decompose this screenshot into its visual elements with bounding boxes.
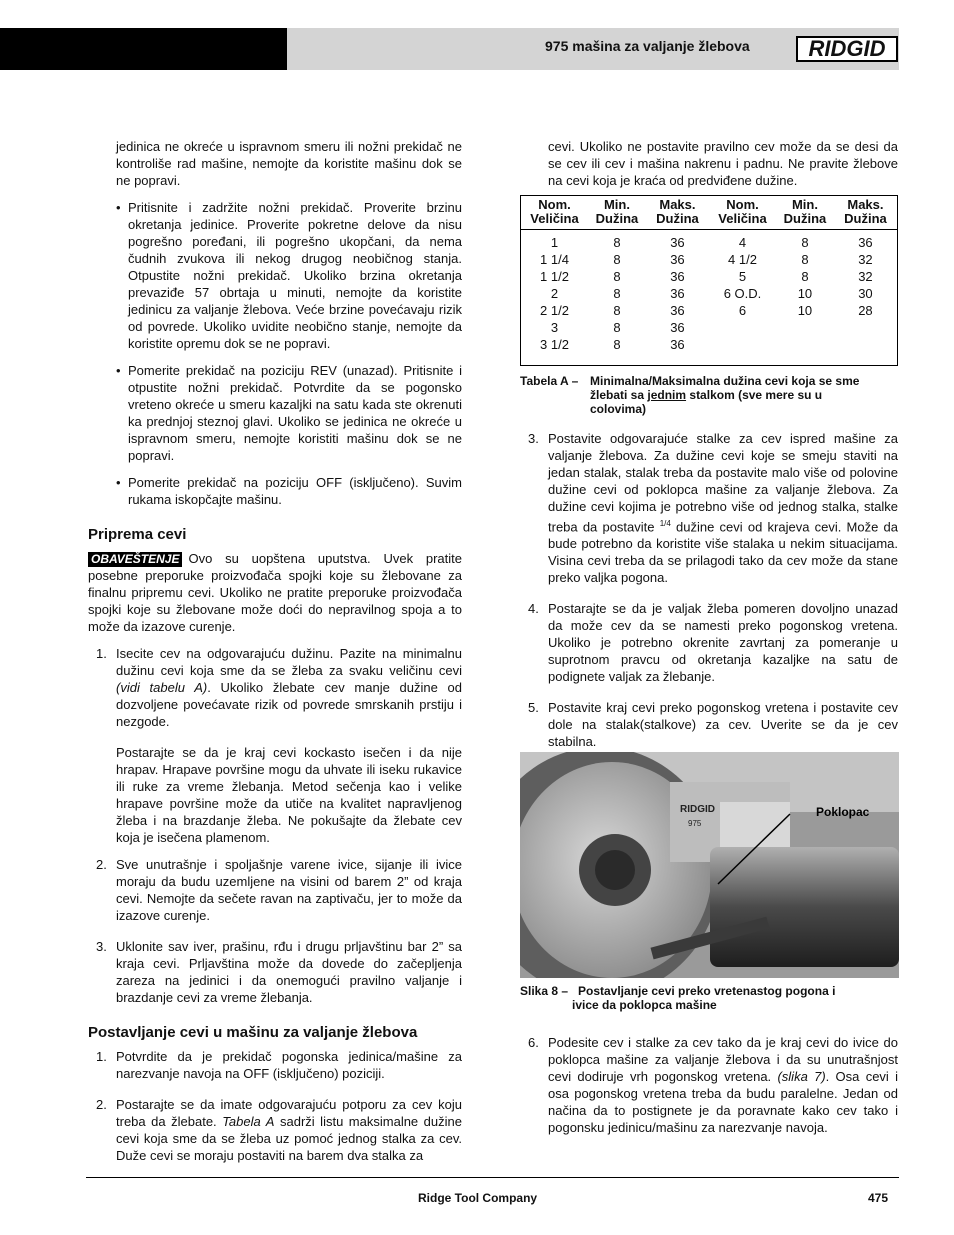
table-cell: 32 [858,252,873,267]
step-text: Postarajte se da je valjak žleba pomeren dovoljno unazad da može cev da se namesti preko pogonskog vretena. Ukoliko je potrebno okrenite zavrtanj za pomeranje u suprotnom pravcu od okretanja kazaljke na satu de podignete valjak za žlebanje. [548,601,898,685]
table-cell [776,319,834,336]
table-cell: 36 [670,286,685,301]
table-row [521,336,898,366]
table-cell: 30 [858,286,873,301]
photo-logo-text: RIDGID [680,804,715,815]
table-header: Min. Dužina [588,196,646,230]
table-caption-label: Tabela A – [520,374,579,388]
intro-paragraph: jedinica ne okreće u ispravnom smeru ili nožni prekidač ne kontroliše rad mašine, nemojte da koristite mašinu dok se ne popravi. [116,139,462,188]
table-cell: 36 [670,320,685,335]
table-cell [709,336,776,366]
table-cell [776,336,834,366]
table-cell: 36 [670,252,685,267]
step-text: sadrži listu maksimalne dužine cevi koja sme da se žleba uz pomoć jednog stalka za cev. Duže cevi se moraju postaviti na barem dva stalka za [116,1114,462,1163]
footer-company: Ridge Tool Company [418,1191,538,1205]
table-cell: 8 [613,337,621,352]
step-text: Podesite cev i stalke za cev tako da je kraj cevi do ivice do poklopca mašine za valjanje žlebova i da su unutrašnjost cevi dodiruje vrh pogonskog vretena. [548,1035,898,1084]
table-cell [834,336,898,366]
table-caption-line: Minimalna/Maksimalna dužina cevi koja se sme [590,374,860,388]
step-number: 2. [96,857,107,872]
table-row [521,268,898,285]
continued-paragraph: cevi. Ukoliko ne postavite pravilno cev može da se desi da se cev ili cev i mašina nakrenu i padnu. Ne pravite žlebove na cevi koja je kraća od predviđene dužine. [548,139,898,188]
ridgid-logo: RIDGID [796,36,898,62]
table-cell: 36 [670,235,685,250]
right-column [520,138,898,764]
step-text: Sve unutrašnje i spoljašnje varene ivice, sijanje ili ivice moraju da budu uzemljene na visini od barem 2” od kraja cevi. Nemojte da sečete ravan na zaptivaču, jer to može da izazove curenje. [116,857,462,923]
table-cell: 8 [613,252,621,267]
table-cell: 36 [858,235,873,250]
left-column [88,138,463,1178]
header-black-bar [0,28,287,70]
step-item [96,645,463,730]
figure-caption [520,984,898,1012]
table-caption-line [520,388,898,402]
table-cell: 4 1/2 [728,252,757,267]
table-cell: 10 [797,286,813,301]
step-number: 5. [528,700,539,716]
step-item [528,699,898,750]
step-item [528,600,898,685]
step-number: 1. [96,1049,107,1064]
step-text: . Osa cevi i osa pogonskog vretena treba da budu paralelne. Jedan od načina da to postignete je da poravnate kako cev tako i pogonsku jedinicu/mašinu za narezvanje navoja. [548,1069,898,1135]
step-reference: (vidi tabelu A) [116,680,208,695]
table-row [521,251,898,268]
photo-model-text: 975 [688,819,702,828]
step-text: Postavite odgovarajuće stalke za cev ispred mašine za valjanje žlebova. Za dužine cevi koje se smeju staviti na jedan stalak, stalak treba da postavite malo više od polovine dužine cevi od poklopca mašine za valjanje žlebova. Za dužine cevi kojima je potrebno više od jednog stalka, stalke treba da postavite [548,431,898,535]
fraction: 1/4 [659,519,671,528]
table-cell: 10 [797,303,813,318]
table-caption-text: žlebati sa [590,388,645,402]
bullet-item: • Pomerite prekidač na poziciju REV (unazad). Pritisnite i otpustite nožni prekidač. Potvrdite da se pogonsko vreteno okreće u smeru kazaljki na satu kada ste okrenuti ka prednjoj steznoj glavi. Ukoliko se jedinica ne okreće u ispravnom smeru, nemojte koristiti mašinu dok se ne popravi. [116,362,462,464]
table-cell: 36 [670,303,685,318]
step-text: Postarajte se da imate odgovarajuću potporu za cev koju treba da žlebate. [116,1097,462,1129]
table-caption-text: stalkom (sve mere su u [689,388,823,402]
step-text: . Ukoliko žlebate cev manje dužine od dozvoljene povećavate rizik od povrede smrskanih prstiju i nezgode. [116,680,463,729]
bullet-item: • Pritisnite i zadržite nožni prekidač. Proverite brzinu okretanja jedinice. Proverite pokretne delove da nisu pogrešno poređani, ili pogrešno ukopčani, da nema čudnih zvukova ili nekog drugog neobičnog stanja. Otpustite nožni prekidač. Ukoliko brzina okretanja prevaziđe 57 obrtaja u minuti, nemojte da koristite jedinicu za valjanje žlebova. Veće brzine povećavaju rizik od povrede. Ukoliko uvidite neobično stanje, nemojte da koristite opremu dok se ne popravi. [116,199,462,352]
notice-label: OBAVEŠTENJE [88,552,182,567]
table-row [521,319,898,336]
step-item [96,1096,462,1164]
table-cell: 5 [738,269,747,284]
table-cell: 8 [613,235,621,250]
table-row [521,302,898,319]
table-cell: 4 [738,235,747,250]
figure-caption-line: Postavljanje cevi preko vretenastog pogona i [578,984,836,998]
step-number: 6. [528,1035,539,1050]
poklopac-label: Poklopac [816,805,870,819]
table-cell: 36 [670,269,685,284]
table-cell: 28 [858,303,873,318]
page-number: 475 [868,1191,889,1205]
step-item [528,1034,898,1136]
table-cell: 8 [613,303,621,318]
table-cell [709,319,776,336]
table-row [521,230,898,252]
table-header: Min. Dužina [776,196,834,230]
step-text: Isecite cev na odgovarajuću dužinu. Pazite na minimalnu dužinu cevi koja sme da se žleba za svaku veličinu cevi [116,646,462,678]
table-cell: 1 1/2 [540,269,569,284]
table-cell: 2 1/2 [540,303,569,318]
figure-caption-line: ivice da poklopca mašine [572,998,717,1012]
step-item [528,430,898,586]
table-cell: 8 [613,269,621,284]
step-number: 3. [96,939,107,954]
table-cell: 8 [801,269,809,284]
step-text: Postavite kraj cevi preko pogonskog vretena i postavite cev dole na stalak(stalkove) za cev. Uverite se da je cev stabilna. [548,700,898,750]
step-text: dužine cevi od krajeva cevi. Može da bude potrebno da koristite više stalaka u nekim situacijama. Visina cevi treba da se prilagodi tako da cev može da stane preko valjka pogona. [548,519,898,586]
step-paragraph: Postarajte se da je kraj cevi kockasto isečen i da nije hrapav. Hrapave površine mogu da uhvate ili iseku rukavice ili ruke za vreme žlebanja. Metod sečenja kao i velike hrapave površine može da utiče na kvalitet napravljenog žleba i na brazdanje žleba. Ne pokušajte da žlebate cev koja je isečena plamenom. [116,745,462,845]
step-item [96,856,462,924]
table-cell: 36 [670,337,685,352]
table-header: Nom. Veličina [709,196,776,230]
table-cell: 6 [738,303,747,318]
table-cell: 2 [550,286,559,301]
table-caption-underline: jednim [647,388,687,402]
table-cell: 3 1/2 [540,337,569,352]
header-title: 975 mašina za valjanje žlebova [545,38,750,54]
figure-caption-area [520,984,898,1150]
table-caption-line: colovima) [590,402,647,416]
step-text: Potvrdite da je prekidač pogonska jedinica/mašine za narezvanje navoja na OFF (isključeno) poziciji. [116,1049,462,1081]
machine-illustration [520,752,899,978]
table-cell: 6 O.D. [723,286,762,301]
table-cell: 32 [858,269,873,284]
figure-8-photo [520,752,899,978]
section-title-priprema: Priprema cevi [88,526,187,543]
table-cell: 8 [801,252,809,267]
table-cell: 8 [613,320,621,335]
step-number: 2. [96,1097,107,1112]
table-header: Nom. Veličina [521,196,589,230]
notice-paragraph [88,550,462,635]
table-a [520,195,898,366]
footer-divider [86,1177,899,1178]
step-item [96,938,462,1006]
notice-text: Ovo su uopštena uputstva. Uvek pratite posebne preporuke proizvođača spojki koje su žlebovane za finalnu pripremu cevi. Ukoliko ne pratite preporuke proizvođača spojki koje su žlebovane može doći do nepravilnog spoja a to može da izazove curenje. [88,551,462,634]
figure-caption-label: Slika 8 – [520,984,569,998]
step-number: 4. [528,601,539,617]
table-cell: 8 [801,235,809,250]
bullet-item: • Pomerite prekidač na poziciju OFF (isključeno). Suvim rukama iskopčajte mašinu. [116,474,462,508]
step-reference: (slika 7) [777,1069,826,1084]
table-header: Maks. Dužina [646,196,709,230]
table-row [521,285,898,302]
section-title-postavljanje: Postavljanje cevi u mašinu za valjanje žlebova [88,1024,418,1041]
table-cell: 1 1/4 [540,252,569,267]
table-header: Maks. Dužina [834,196,898,230]
table-cell: 1 [550,235,559,250]
step-reference: Tabela A [222,1114,275,1129]
table-caption [520,374,898,416]
table-cell: 3 [550,320,559,335]
step-item [96,1048,462,1082]
table-header-row [521,196,898,230]
table-cell [834,319,898,336]
table-cell: 8 [613,286,621,301]
step-text: Uklonite sav iver, prašinu, rđu i drugu prljavštinu bar 2” sa kraja cevi. Prljavština može da dovede do začepljenja zareza na jedinici i da onemogući pravilno valjanje i brazdanje cevi za vreme žlebanja. [116,939,462,1005]
step-number: 1. [96,646,107,661]
step-number: 3. [528,431,539,446]
